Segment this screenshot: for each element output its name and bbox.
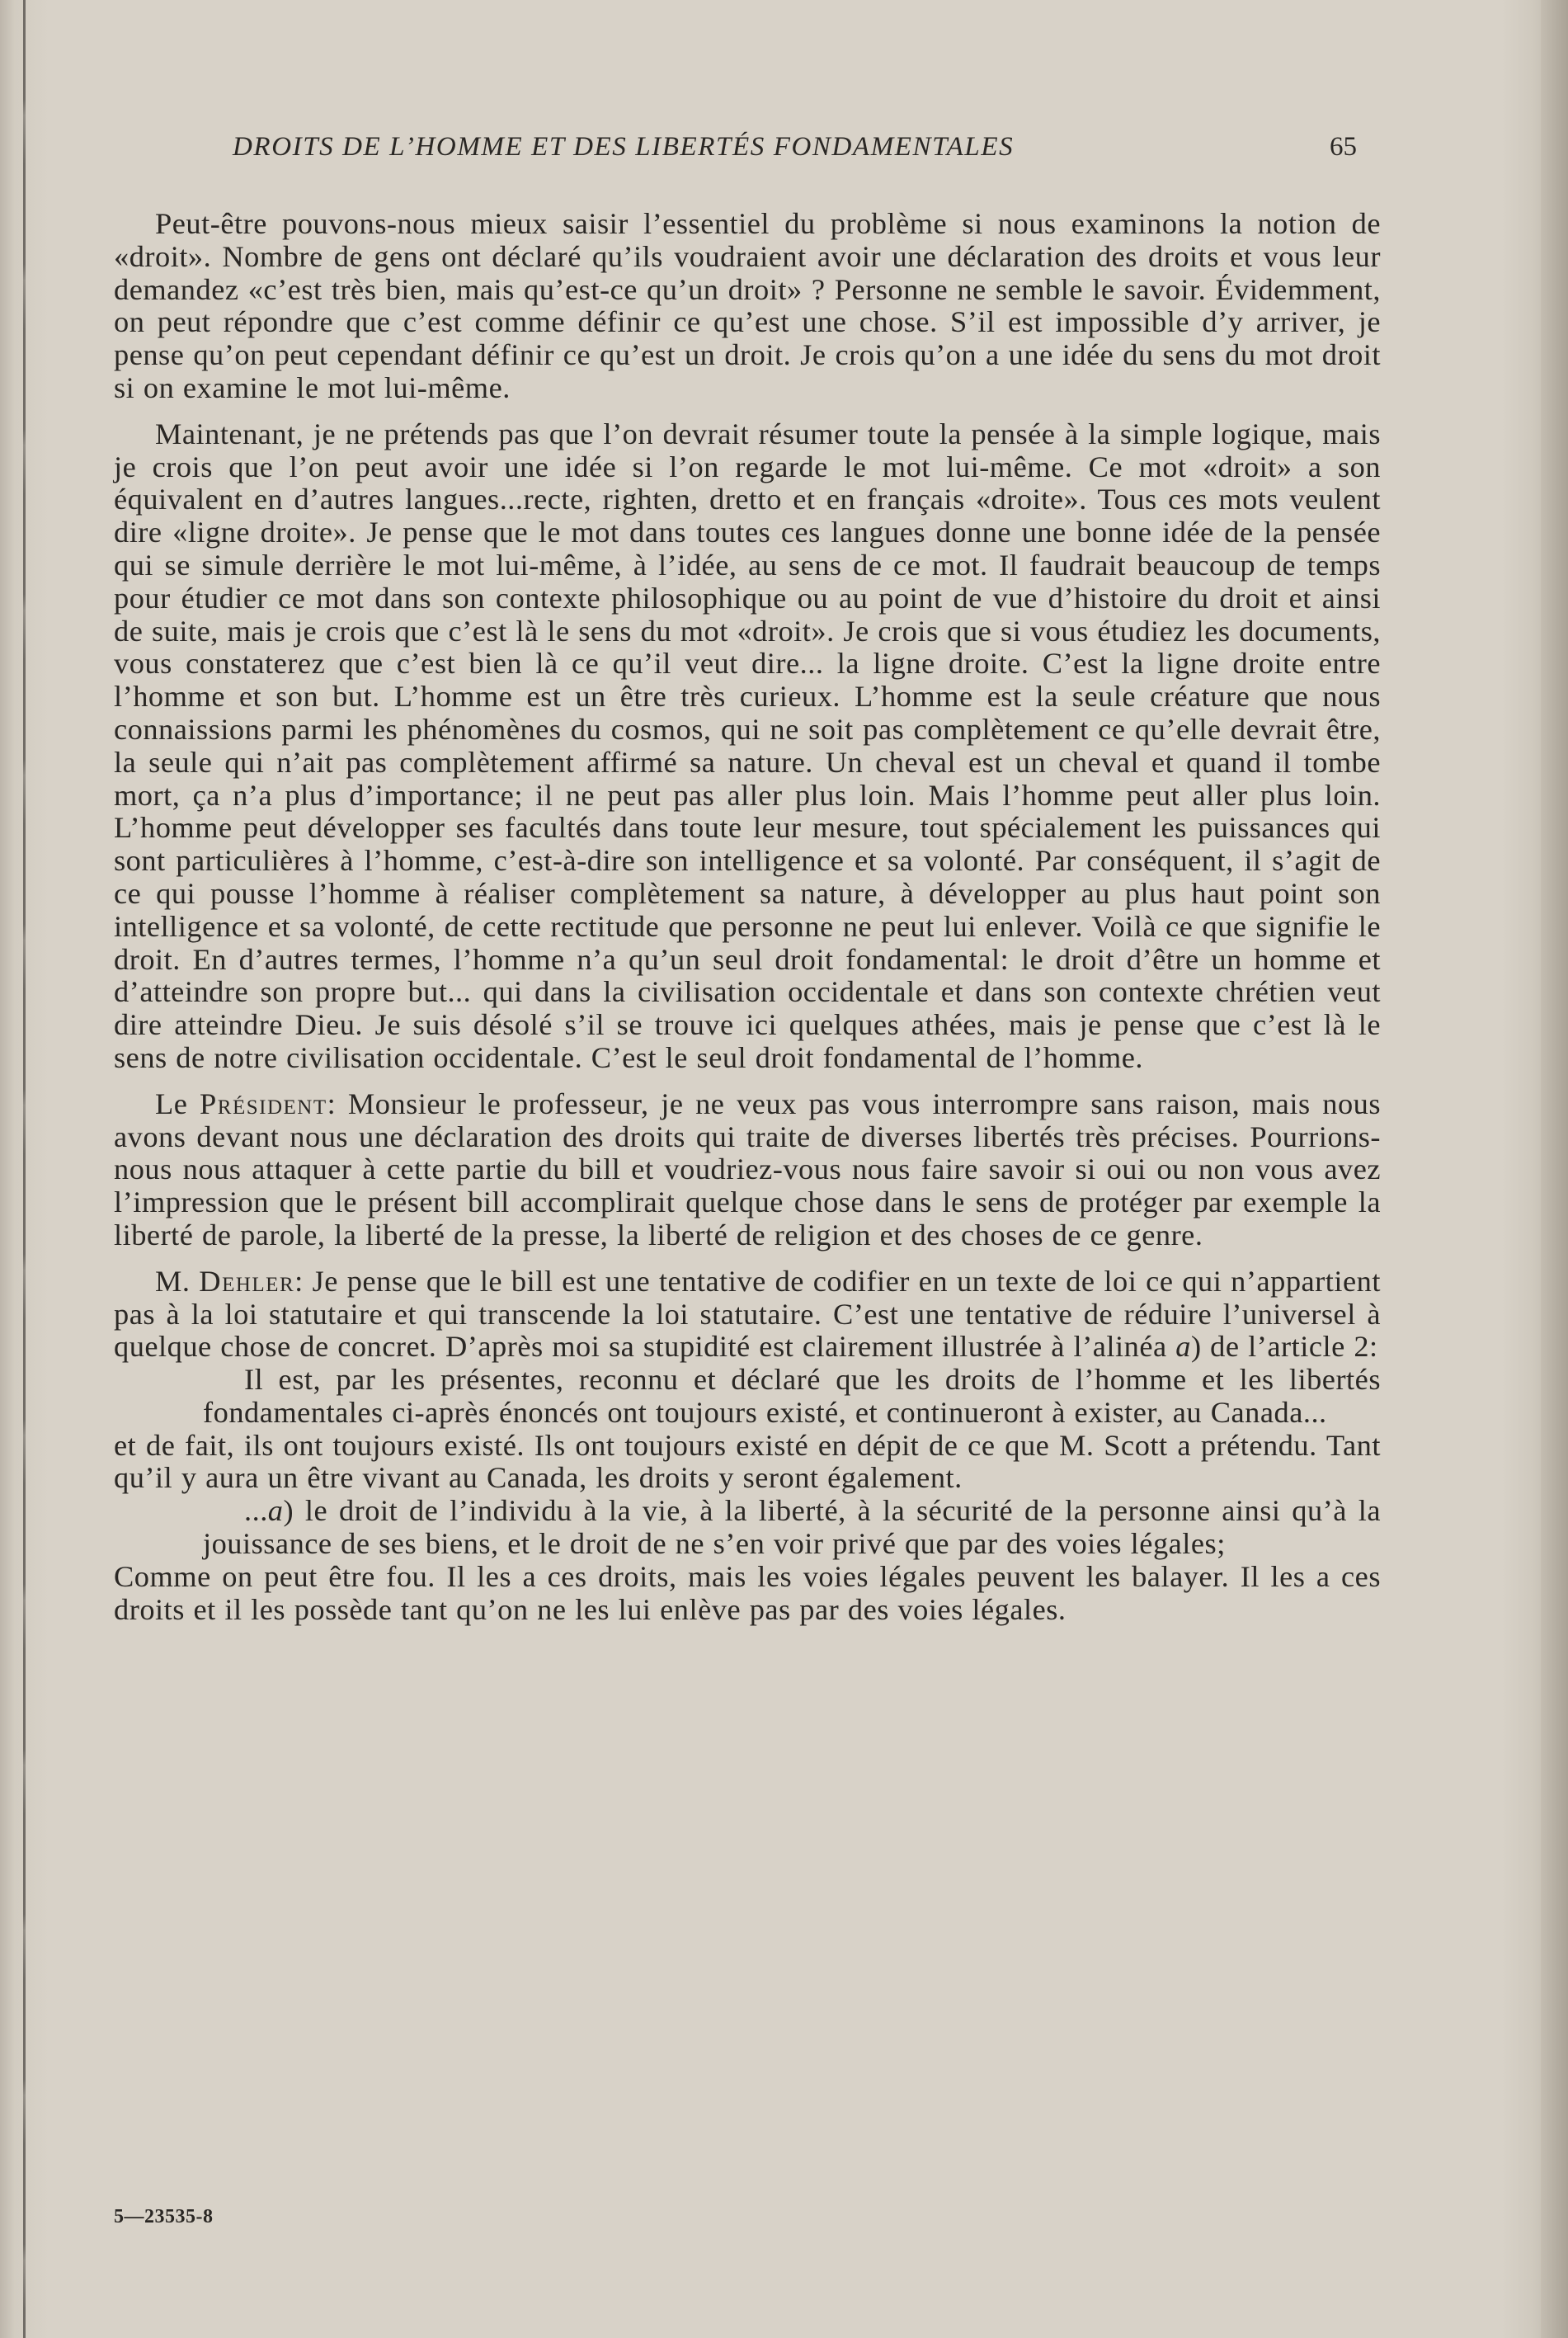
paragraph-ont-toujours-existe: et de fait, ils ont toujours existé. Ils ont toujours existé en dépit de ce que M. Scott a prétendu. Tant qu’il y aura un être vivant au Canada, les droits y seront également. bbox=[114, 1428, 1381, 1495]
body-text bbox=[114, 208, 1381, 1626]
printer-signature-mark: 5—23535-8 bbox=[114, 2206, 214, 2227]
speaker-prefix: M. bbox=[155, 1264, 200, 1298]
speaker-dehler: Dehler bbox=[199, 1264, 295, 1298]
paragraph-president bbox=[114, 1088, 1381, 1252]
dehler-remarks: : Je pense que le bill est une tentative de codifier en un texte de loi ce qui n’appartient pas à la loi statutaire et qui transcende la loi statutaire. C’est une tentative de réduire l’universel à quelque chose de concret. D’après moi sa stupidité est clairement illustrée à l’alinéa bbox=[114, 1264, 1381, 1364]
page-number: 65 bbox=[1330, 132, 1357, 162]
paragraph-dehler bbox=[114, 1266, 1381, 1364]
president-remarks: : Monsieur le professeur, je ne veux pas vous interrompre sans raison, mais nous avons devant nous une déclaration des droits qui traite de diverses libertés très précises. Pourrions-nous nous attaquer à cette partie du bill et voudriez-vous nous faire savoir si oui ou non vous avez l’impression que le présent bill accomplirait quelque chose dans le sens de protéger par exemple la liberté de parole, la liberté de la presse, la liberté de religion et des choses de ce genre. bbox=[114, 1087, 1381, 1251]
alinea-letter: a bbox=[1175, 1330, 1191, 1364]
running-header: DROITS DE L’HOMME ET DES LIBERTÉS FONDAMENTALES bbox=[233, 132, 1015, 162]
quote-ellipsis: ... bbox=[244, 1494, 268, 1528]
paragraph-notion-de-droit: Peut-être pouvons-nous mieux saisir l’essentiel du problème si nous examinons la notion de «droit». Nombre de gens ont déclaré qu’ils voudraient avoir une déclaration des droits et vous leur demandez «c’est très bien, mais qu’est-ce qu’un droit» ? Personne ne semble le savoir. Évidemment, on peut répondre que c’est comme définir ce qu’est une chose. S’il est impossible d’y arriver, je pense qu’on peut cependant définir ce qu’est un droit. Je crois qu’on a une idée du sens du mot droit si on examine le mot lui-même. bbox=[114, 207, 1381, 404]
dehler-remarks-end: ) de l’article 2: bbox=[1190, 1330, 1378, 1364]
paragraph-voies-legales: Comme on peut être fou. Il les a ces droits, mais les voies légales peuvent les balayer. Il les a ces droits et il les possède tant qu’on ne les lui enlève pas par des voies légales. bbox=[114, 1559, 1381, 1626]
speaker-prefix: Le bbox=[155, 1087, 200, 1120]
quotation-alinea-a bbox=[203, 1495, 1381, 1561]
quotation-article-2: Il est, par les présentes, reconnu et déclaré que les droits de l’homme et les libertés fondamentales ci-après énoncés ont toujours existé, et continueront à exister, au Canada... bbox=[203, 1363, 1381, 1429]
quote-text: ) le droit de l’individu à la vie, à la liberté, à la sécurité de la personne ainsi qu’à la jouissance de ses biens, et le droit de ne s’en voir privé que par des voies légales; bbox=[203, 1494, 1381, 1561]
alinea-letter: a bbox=[267, 1494, 284, 1528]
speaker-president: Président bbox=[200, 1087, 327, 1120]
paragraph-ligne-droite: Maintenant, je ne prétends pas que l’on devrait résumer toute la pensée à la simple logique, mais je crois que l’on peut avoir une idée si l’on regarde le mot lui-même. Ce mot «droit» a son équivalent en d’autres langues...recte, righten, dretto et en français «droite». Tous ces mots veulent dire «ligne droite». Je pense que le mot dans toutes ces langues donne une bonne idée de la pensée qui se simule derrière le mot lui-même, à l’idée, au sens de ce mot. Il faudrait beaucoup de temps pour étudier ce mot dans son contexte philosophique ou au point de vue d’histoire du droit et ainsi de suite, mais je crois que c’est là le sens du mot «droit». Je crois que si vous étudiez les documents, vous constaterez que c’est bien là ce qu’il veut dire... la ligne droite. C’est la ligne droite entre l’homme et son but. L’homme est un être très curieux. L’homme est la seule créature que nous connaissions parmi les phénomènes du cosmos, qui ne soit pas complètement ce qu’elle devrait être, la seule qui n’ait pas complètement affirmé sa nature. Un cheval est un cheval et quand il tombe mort, ça n’a plus d’importance; il ne peut pas aller plus loin. Mais l’homme peut aller plus loin. L’homme peut développer ses facultés dans toute leur mesure, tout spécialement les puissances qui sont particulières à l’homme, c’est-à-dire son intelligence et sa volonté. Par conséquent, il s’agit de ce qui pousse l’homme à réaliser complètement sa nature, à développer au plus haut point son intelligence et sa volonté, de cette rectitude que personne ne peut lui enlever. Voilà ce que signifie le droit. En d’autres termes, l’homme n’a qu’un seul droit fondamental: le droit d’être un homme et d’atteindre son propre but... qui dans la civilisation occidentale et dans son contexte chrétien veut dire atteindre Dieu. Je suis désolé s’il se trouve ici quelques athées, mais je pense que c’est là le sens de notre civilisation occidentale. C’est le seul droit fondamental de l’homme. bbox=[114, 417, 1381, 1074]
